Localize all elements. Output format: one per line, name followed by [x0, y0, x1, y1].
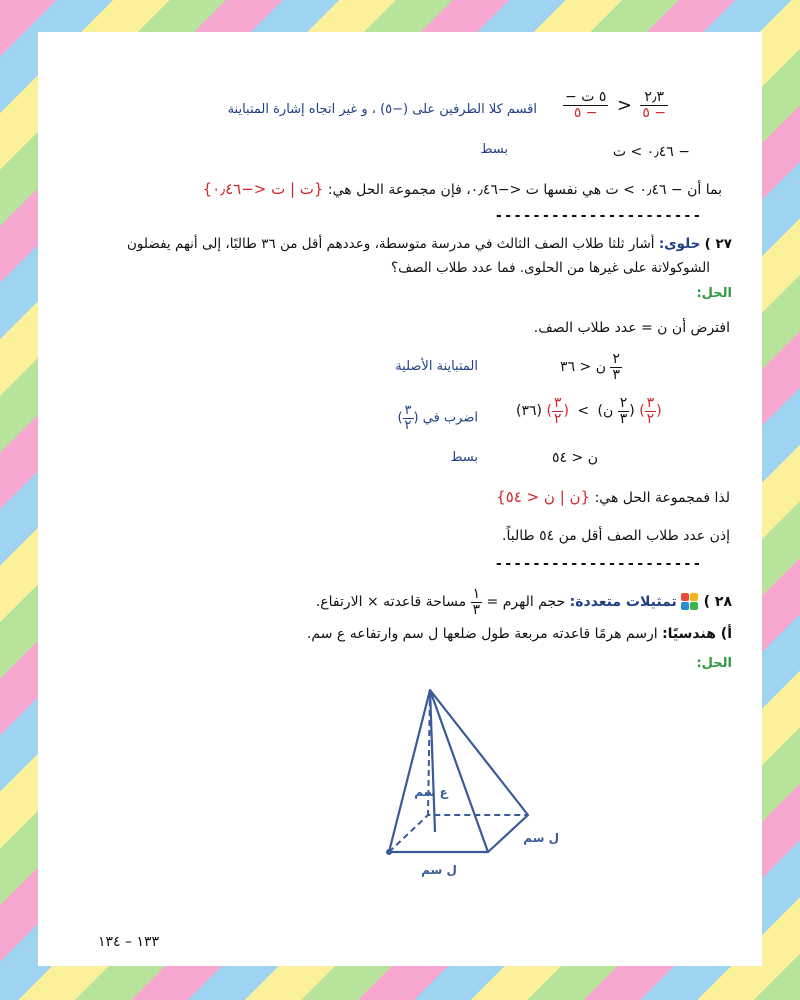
problem27-answer: إذن عدد طلاب الصف أقل من ٥٤ طالباً. — [502, 528, 730, 544]
separator-1: ---------------------- — [494, 208, 702, 224]
problem27-number: ٢٧ ) — [704, 236, 732, 252]
eq2: (٣٦) ( $\frac{٣}{٢}$ ) < (ن $\frac{٢}{٣}$ ) ( $\frac{٣}{٢}$ ) — [516, 395, 662, 427]
problem27-statement-2: الشوكولاتة على غيرها من الحلوى. فما عدد طلاب الصف؟ — [390, 260, 710, 276]
problem28-line: ٢٨ ) تمثيلات متعددة: حجم الهرم = $\frac{١}{٣}$ مساحة قاعدته × الارتفاع. — [315, 586, 732, 618]
separator-2: ---------------------- — [494, 556, 702, 572]
step1-lhs-fraction: $\frac{٢٫٣}{٥ -}$ — [642, 89, 667, 121]
problem27-assume: افترض أن ن = عدد طلاب الصف. — [533, 320, 730, 336]
pyramid-front-face — [389, 690, 488, 852]
conclusion1-line — [203, 180, 722, 198]
eq1-left: ن < ٣٦ — [560, 359, 607, 376]
step2-note: بسط — [480, 142, 508, 157]
problem28-part-a — [307, 626, 732, 642]
conclusion1-set: {ت | ت <−٠٫٤٦} — [202, 180, 324, 198]
problem27-label: حلوى: — [658, 236, 701, 252]
page-number: ١٣٣ – ١٣٤ — [98, 934, 160, 950]
eq2-note: اضرب في ( $\frac{٣}{٢}$ ) — [397, 403, 478, 433]
page-sheet — [38, 32, 762, 966]
side-label-bottom: ل سم — [421, 863, 457, 877]
problem28-label: تمثيلات متعددة: — [569, 594, 677, 611]
eq2-note-fraction: ( $\frac{٣}{٢}$ ) — [397, 403, 419, 433]
problem28-one-third: $\frac{١}{٣}$ — [472, 586, 481, 618]
multiple-representations-icon — [681, 593, 699, 611]
problem28-number: ٢٨ ) — [703, 594, 732, 611]
eq2-three-halves-right: ( $\frac{٣}{٢}$ ) — [546, 395, 569, 427]
eq3: ن < ٥٤ — [552, 450, 598, 466]
eq3-note: بسط — [450, 450, 478, 465]
side-label-right: ل سم — [523, 831, 559, 845]
height-label: ع سم — [414, 785, 448, 799]
problem27-solution-label: الحل: — [696, 286, 732, 301]
pyramid-height-line — [430, 690, 435, 832]
eq2-two-thirds: $\frac{٢}{٣}$ — [619, 395, 628, 427]
part-a-label: أ) هندسيًا: — [662, 626, 732, 642]
eq1 — [560, 352, 622, 382]
pyramid-figure — [373, 682, 563, 882]
part-a-text: ارسم هرمًا قاعدته مربعة طول ضلعها ل سم وارتفاعه ع سم. — [306, 626, 658, 642]
problem27-so-line: لذا فمجموعة الحل هي: {ن | ن < ٥٤} — [496, 488, 730, 506]
problem28-solution-label: الحل: — [696, 656, 732, 671]
conclusion1-text: بما أن − ٠٫٤٦ > ت هي نفسها ت <−٠٫٤٦، فإن مجموعة الحل هي: — [327, 182, 722, 198]
eq1-two-thirds: $\frac{٢}{٣}$ — [612, 351, 620, 383]
problem27-line1 — [127, 236, 732, 252]
problem27-statement-1: أشار ثلثا طلاب الصف الثالث في مدرسة متوسطة، وعددهم أقل من ٣٦ طالبًا، إلى أنهم يفضلون — [127, 236, 655, 252]
step2-expression: − ٠٫٤٦ > ت — [612, 144, 690, 160]
step1-note: اقسم كلا الطرفين على (−٥) ، و غير اتجاه إشارة المتباينة — [227, 102, 537, 117]
step1-inequality: $\frac{\text{− ٥ ت}}{٥ -}$ > $\frac{٢٫٣}{٥ -}$ — [565, 89, 667, 121]
problem27-solution-set: {ن | ن < ٥٤} — [496, 488, 591, 506]
step1-rhs-fraction: $\frac{\text{− ٥ ت}}{٥ -}$ — [565, 89, 607, 121]
eq1-note: المتباينة الأصلية — [395, 359, 478, 374]
pyramid-vertex-dot — [386, 849, 392, 855]
eq2-three-halves-left: ( $\frac{٣}{٢}$ ) — [639, 395, 662, 427]
